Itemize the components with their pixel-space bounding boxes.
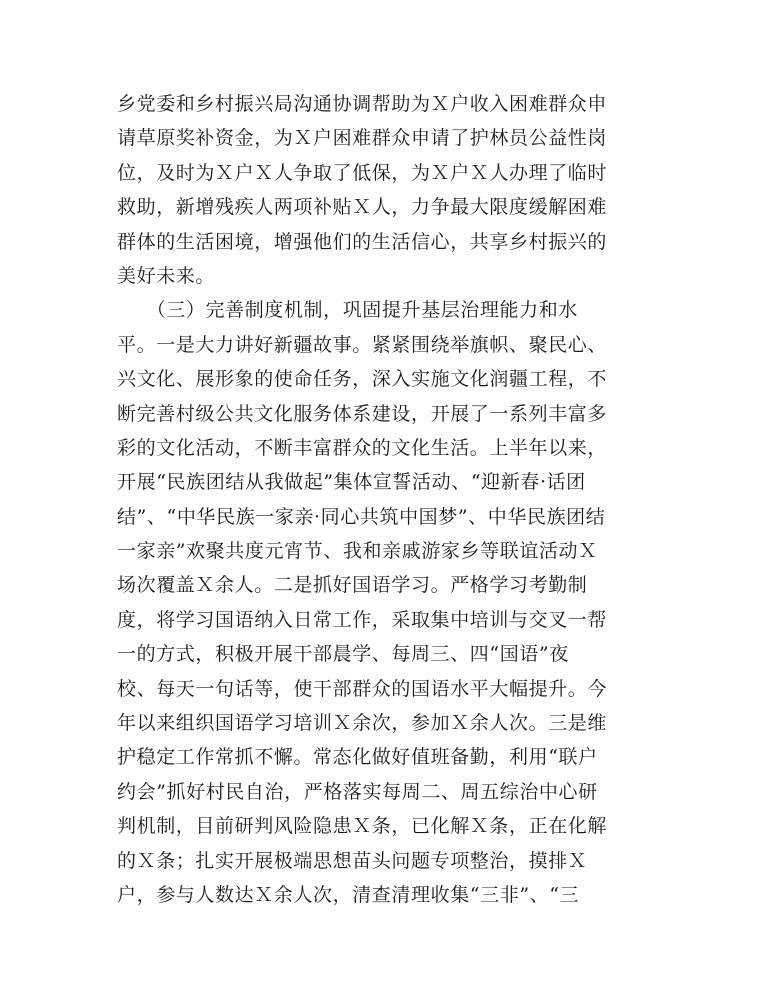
text-line: 一的方式，积极开展干部晨学、每周三、四“国语”夜 [117, 643, 569, 666]
text-line: 彩的文化活动，不断丰富群众的文化生活。上半年以来， [117, 436, 608, 459]
text-line: 年以来组织国语学习培训Ｘ余次，参加Ｘ余人次。三是维 [117, 712, 608, 735]
text-line: 群体的生活困境，增强他们的生活信心，共享乡村振兴的 [117, 230, 608, 253]
section-heading-line: （三）完善制度机制，巩固提升基层治理能力和水 [117, 299, 578, 322]
text-line: 开展“民族团结从我做起”集体宣誓活动、“迎新春·话团 [117, 471, 586, 494]
text-line: 约会”抓好村民自治，严格落实每周二、周五综治中心研 [117, 780, 598, 803]
text-line: 度，将学习国语纳入日常工作，采取集中培训与交叉一帮 [117, 608, 608, 631]
body-text [117, 87, 637, 912]
text-line: 户，参与人数达Ｘ余人次，清查清理收集“三非”、“三 [117, 883, 580, 906]
text-line: 平。一是大力讲好新疆故事。紧紧围绕举旗帜、聚民心、 [117, 333, 608, 356]
text-line: 校、每天一句话等，使干部群众的国语水平大幅提升。今 [117, 677, 608, 700]
text-line: 美好未来。 [117, 264, 216, 287]
text-line: 乡党委和乡村振兴局沟通协调帮助为Ｘ户收入困难群众申 [117, 93, 608, 115]
text-line: 结”、“中华民族一家亲·同心共筑中国梦”、中华民族团结 [117, 505, 606, 528]
text-line: 请草原奖补资金，为Ｘ户困难群众申请了护林员公益性岗 [117, 127, 608, 150]
text-line: 一家亲”欢聚共度元宵节、我和亲戚游家乡等联谊活动Ｘ [117, 540, 598, 563]
text-line: 护稳定工作常抓不懈。常态化做好值班备勤，利用“联户 [117, 746, 598, 769]
text-line: 位，及时为Ｘ户Ｘ人争取了低保，为Ｘ户Ｘ人办理了临时 [117, 161, 608, 184]
text-line: 的Ｘ条；扎实开展极端思想苗头问题专项整治，摸排Ｘ [117, 849, 588, 872]
text-line: 场次覆盖Ｘ余人。二是抓好国语学习。严格学习考勤制 [117, 574, 588, 597]
text-line: 兴文化、展形象的使命任务，深入实施文化润疆工程，不 [117, 368, 608, 391]
text-line: 断完善村级公共文化服务体系建设，开展了一系列丰富多 [117, 402, 608, 425]
text-line: 判机制，目前研判风险隐患Ｘ条，已化解Ｘ条，正在化解 [117, 815, 608, 838]
text-line: 救助，新增残疾人两项补贴Ｘ人，力争最大限度缓解困难 [117, 196, 608, 219]
